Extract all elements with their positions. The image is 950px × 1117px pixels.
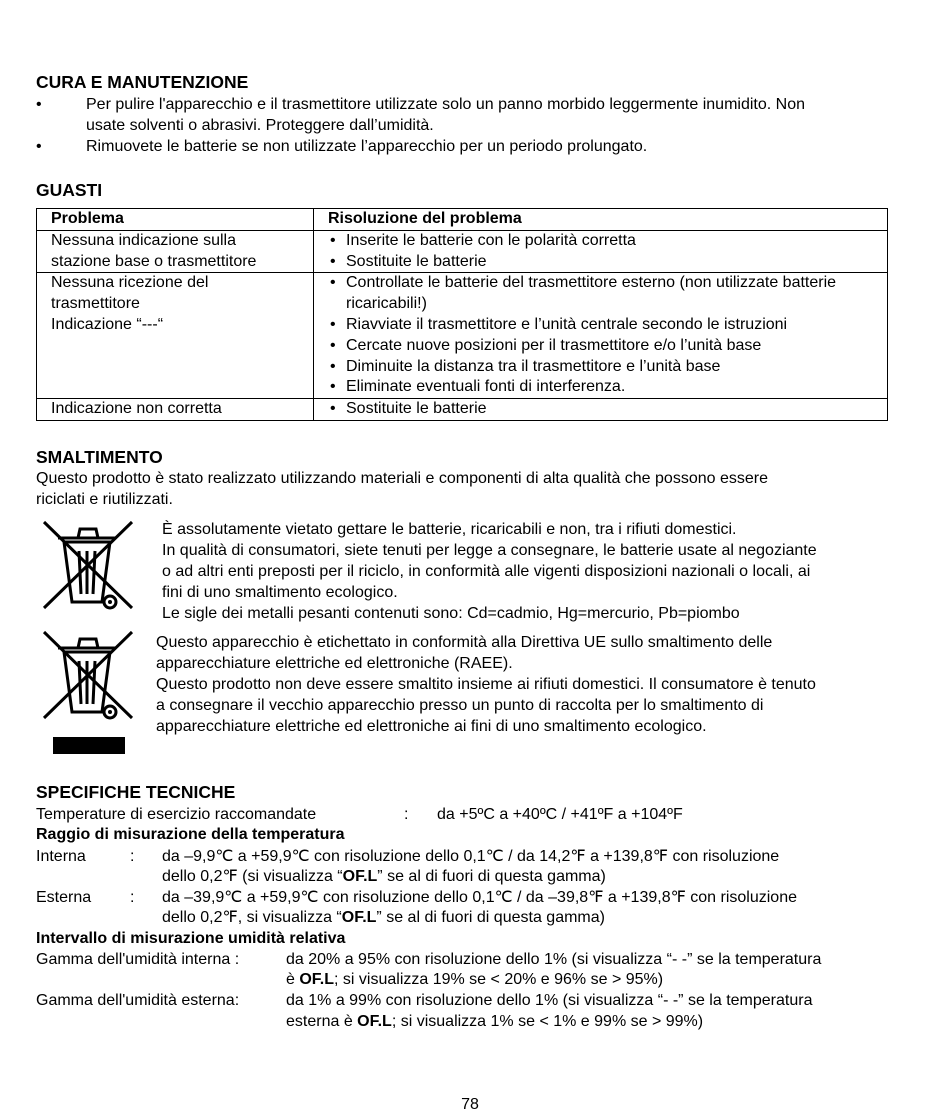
- solution-item: • Cercate nuove posizioni per il trasmettitore e/o l’unità base: [346, 336, 847, 357]
- hum-int-line2: [286, 969, 663, 990]
- esterna-line1: da –39,9℃ a +59,9℃ con risoluzione dello 0,1℃ / da –39,8℉ a +139,8℉ con risoluzione: [162, 889, 797, 906]
- esterna-line2-pre: dello 0,2℉, si visualizza “: [162, 909, 342, 926]
- hum-int-line2-post: ; si visualizza 19% se < 20% e 96% se > 95%): [334, 971, 664, 988]
- interna-colon: :: [130, 848, 135, 865]
- troubleshooting-table: [36, 208, 888, 421]
- battery-line: fini di uno smaltimento ecologico.: [162, 584, 398, 601]
- interna-line2-pre: dello 0,2℉ (si visualizza “: [162, 868, 343, 885]
- weee-line: apparecchiature elettriche ed elettroniche ai fini di uno smaltimento ecologico.: [156, 718, 707, 735]
- smaltimento-intro-line1: Questo prodotto è stato realizzato utilizzando materiali e componenti di alta qualità che possono essere: [36, 470, 768, 487]
- solution-item: • Inserite le batterie con le polarità corretta: [346, 231, 887, 252]
- section-title-smaltimento: SMALTIMENTO: [36, 447, 163, 467]
- table-row: [37, 273, 888, 399]
- solution-item: • Eliminate eventuali fonti di interferenza.: [346, 377, 847, 398]
- solution-item: • Sostituite le batterie: [346, 252, 887, 273]
- problem-line: Nessuna indicazione sulla: [51, 231, 236, 249]
- solution-item: • Diminuite la distanza tra il trasmettitore e l’unità base: [346, 357, 847, 378]
- problem-line: Nessuna ricezione del: [51, 274, 209, 292]
- bullet-dot: •: [36, 138, 42, 155]
- solution-item: • Riavviate il trasmettitore e l’unità centrale secondo le istruzioni: [346, 315, 847, 336]
- hum-ext-line2-pre: esterna è: [286, 1013, 358, 1030]
- cura-bullet2: Rimuovete le batterie se non utilizzate l’apparecchio per un periodo prolungato.: [86, 138, 648, 155]
- problem-line: trasmettitore: [51, 295, 140, 313]
- interna-line2-post: ” se al di fuori di questa gamma): [377, 868, 606, 885]
- op-temp-colon: :: [404, 806, 409, 823]
- header-problem: Problema: [37, 209, 314, 231]
- solution-cell: [314, 399, 888, 421]
- section-title-cura: CURA E MANUTENZIONE: [36, 72, 249, 92]
- weee-line: Questo apparecchio è etichettato in conformità alla Direttiva UE sullo smaltimento delle: [156, 634, 773, 651]
- crossed-bin-battery-icon: [38, 516, 138, 612]
- table-header-row: [37, 209, 888, 231]
- table-row: [37, 399, 888, 421]
- problem-line: stazione base o trasmettitore: [51, 252, 257, 270]
- section-title-guasti: GUASTI: [36, 180, 103, 200]
- esterna-colon: :: [130, 889, 135, 906]
- problem-cell: [37, 230, 314, 273]
- interna-line1: da –9,9℃ a +59,9℃ con risoluzione dello 0,1℃ / da 14,2℉ a +139,8℉ con risoluzione: [162, 848, 780, 865]
- battery-line: Le sigle dei metalli pesanti contenuti sono: Cd=cadmio, Hg=mercurio, Pb=piombo: [162, 605, 740, 622]
- battery-line: o ad altri enti preposti per il riciclo, in conformità alle vigenti disposizioni nazionali o locali, ai: [162, 563, 811, 580]
- cura-bullet1-line2: usate solventi o abrasivi. Proteggere dall’umidità.: [86, 117, 434, 134]
- problem-line: Indicazione “---“: [51, 315, 164, 333]
- problem-cell: [37, 399, 314, 421]
- smaltimento-intro-line2: riciclati e riutilizzati.: [36, 491, 173, 508]
- cura-bullet1-line1: Per pulire l'apparecchio e il trasmettitore utilizzate solo un panno morbido leggermente inumidito. Non: [86, 96, 805, 113]
- header-solution: Risoluzione del problema: [314, 209, 888, 231]
- hum-int-line1: da 20% a 95% con risoluzione dello 1% (si visualizza “- -” se la temperatura: [286, 951, 822, 968]
- weee-line: apparecchiature elettriche ed elettroniche (RAEE).: [156, 655, 513, 672]
- hum-ext-label: Gamma dell'umidità esterna:: [36, 992, 240, 1009]
- ofl-code: OF.L: [357, 1013, 392, 1030]
- esterna-line2: [162, 907, 605, 928]
- op-temp-label: Temperature di esercizio raccomandate: [36, 806, 317, 823]
- battery-line: È assolutamente vietato gettare le batterie, ricaricabili e non, tra i rifiuti domestici.: [162, 521, 737, 538]
- weee-black-bar: [53, 737, 125, 754]
- hum-int-line2-pre: è: [286, 971, 300, 988]
- section-title-specs: SPECIFICHE TECNICHE: [36, 782, 236, 802]
- bullet-dot: •: [36, 96, 42, 113]
- battery-line: In qualità di consumatori, siete tenuti per legge a consegnare, le batterie usate al negoziante: [162, 542, 817, 559]
- weee-line: Questo prodotto non deve essere smaltito insieme ai rifiuti domestici. Il consumatore è tenuto: [156, 676, 816, 693]
- ofl-code: OF.L: [299, 971, 335, 988]
- problem-line: Indicazione non corretta: [51, 400, 222, 418]
- ofl-code: OF.L: [342, 868, 378, 885]
- page-number: 78: [461, 1096, 479, 1113]
- solution-cell: [314, 230, 888, 273]
- hum-int-label: Gamma dell'umidità interna :: [36, 951, 240, 968]
- interna-line2: [162, 866, 606, 887]
- table-row: [37, 230, 888, 273]
- ofl-code: OF.L: [341, 909, 377, 926]
- esterna-line2-post: ” se al di fuori di questa gamma): [376, 909, 605, 926]
- problem-cell: [37, 273, 314, 399]
- crossed-bin-weee-icon: [38, 626, 138, 722]
- hum-ext-line1: da 1% a 99% con risoluzione dello 1% (si visualizza “- -” se la temperatura: [286, 992, 813, 1009]
- esterna-label: Esterna: [36, 889, 92, 906]
- solution-item: • Controllate le batterie del trasmettitore esterno (non utilizzate batterie ricaricabili!): [346, 273, 847, 315]
- interna-label: Interna: [36, 848, 86, 865]
- hum-ext-line2-post: ; si visualizza 1% se < 1% e 99% se > 99%): [391, 1013, 704, 1030]
- weee-line: a consegnare il vecchio apparecchio presso un punto di raccolta per lo smaltimento di: [156, 697, 764, 714]
- solution-cell: [314, 273, 888, 399]
- temp-range-heading: Raggio di misurazione della temperatura: [36, 826, 345, 843]
- solution-item: • Sostituite le batterie: [346, 399, 887, 420]
- op-temp-value: da +5ºC a +40ºC / +41ºF a +104ºF: [437, 806, 683, 823]
- humidity-heading: Intervallo di misurazione umidità relativa: [36, 930, 346, 947]
- hum-ext-line2: [286, 1011, 703, 1032]
